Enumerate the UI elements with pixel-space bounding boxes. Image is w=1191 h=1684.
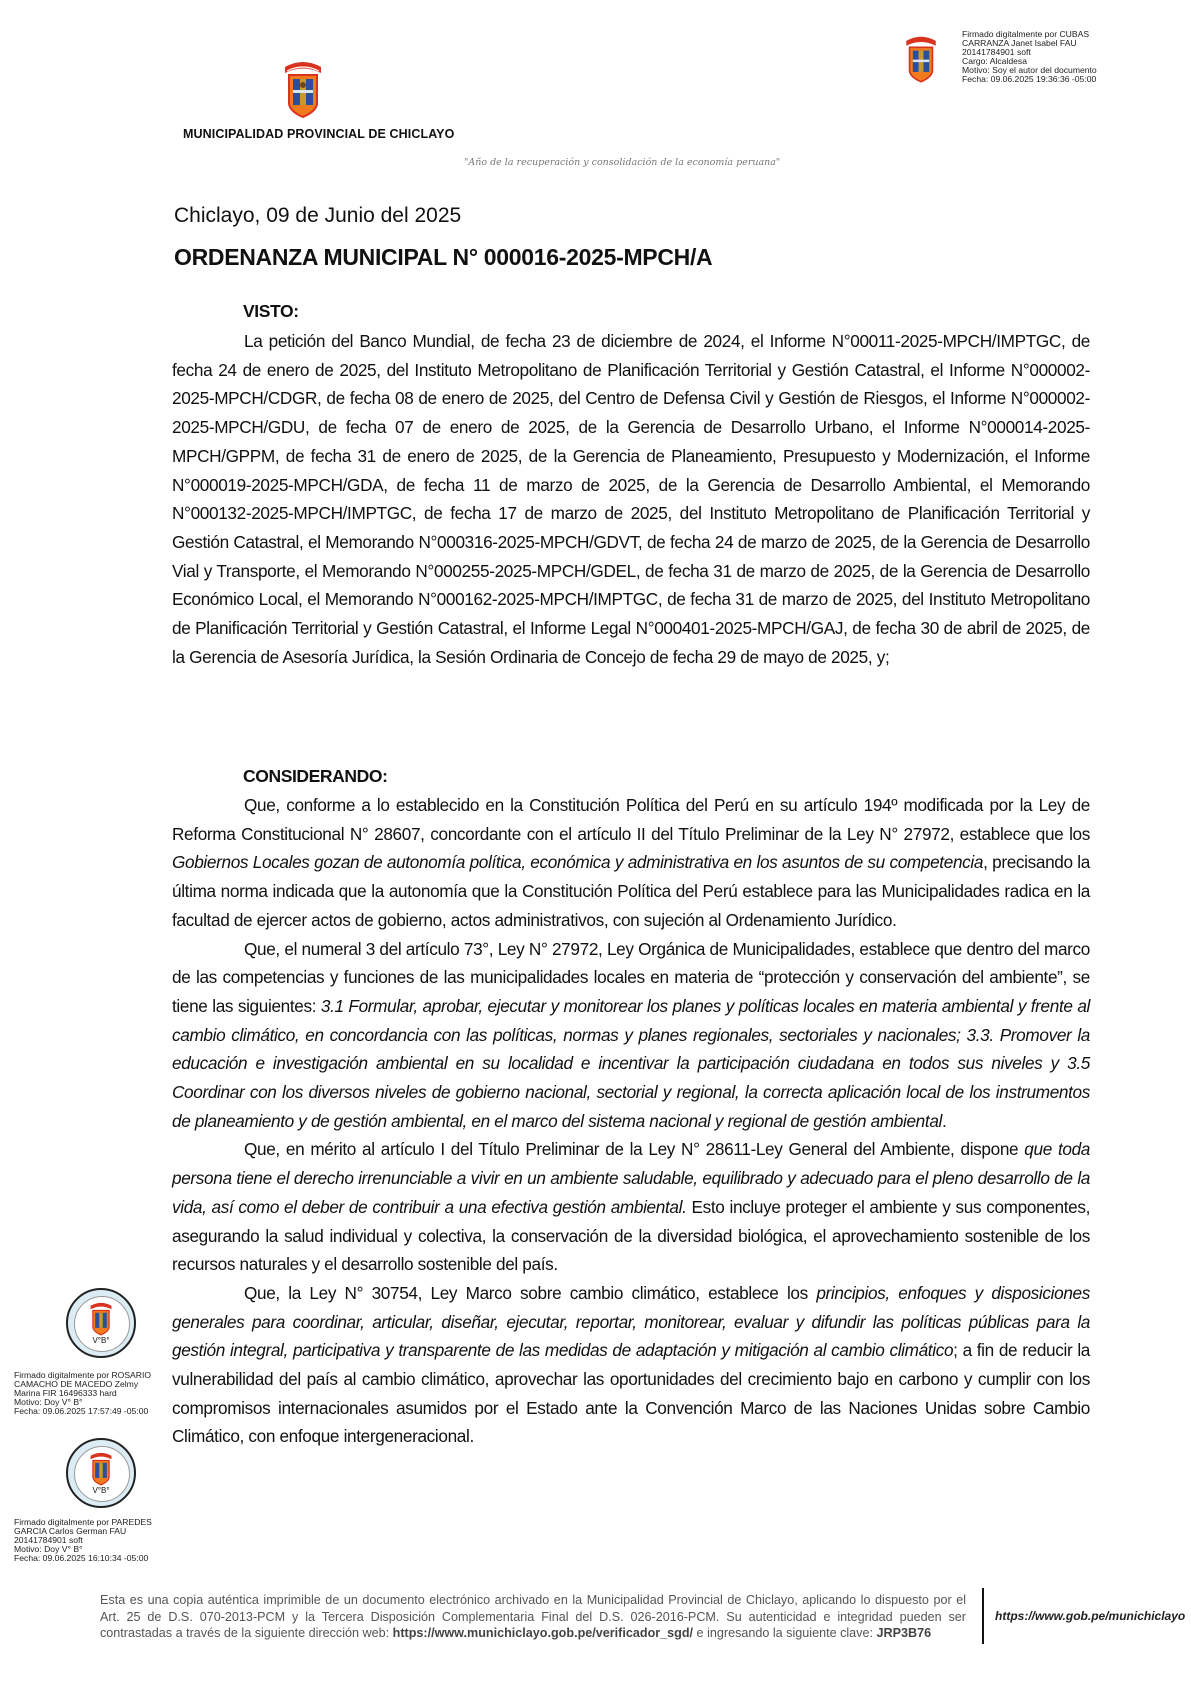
considerando-heading: CONSIDERANDO: <box>243 766 388 786</box>
signature-emblem-icon <box>903 32 939 84</box>
signature-line: CAMACHO DE MACEDO Zelmy <box>14 1379 139 1389</box>
considerando-paragraph-2 <box>172 935 1090 1136</box>
verification-key: JRP3B76 <box>876 1626 932 1640</box>
signature-line: CARRANZA Janet Isabel FAU <box>962 38 1077 48</box>
footer-text: Esta es una copia auténtica imprimible de un documento electrónico archivado en la Municipalidad Provincial de Chiclayo, aplicando lo dispuesto por el Art. 25 de D.S. 070-2013-PCM y la Tercera Disposición Complementaria Final del D.S. 026-2016-PCM. Su autenticidad e integridad pueden ser contrastadas a través de la siguiente dirección web: <box>100 1593 966 1640</box>
signature-line: 20141784901 soft <box>14 1535 83 1545</box>
considerando-paragraph-1 <box>172 791 1090 935</box>
text-run: Que, el numeral 3 del artículo 73°, Ley N° 27972, Ley Orgánica de Municipalidades, establece que dentro del marco de las competencias y funciones de las municipalidades locales en materia de “protección y conservación del ambiente”, se tiene las siguientes: <box>172 938 1090 1016</box>
digital-signature-alcaldesa <box>962 30 1097 84</box>
signature-line: Firmado digitalmente por ROSARIO <box>14 1370 152 1380</box>
vobo-signature-2 <box>0 1438 172 1563</box>
document-title: ORDENANZA MUNICIPAL N° 000016-2025-MPCH/A <box>174 244 713 270</box>
website-link[interactable]: https://www.gob.pe/munichiclayo <box>995 1609 1186 1623</box>
considerando-paragraph-3 <box>172 1135 1090 1279</box>
italic-run: 3.1 Formular, aprobar, ejecutar y monitorear los planes y políticas locales en materia ambiental y frente al cambio climático, en concordancia con las políticas, normas y planes regionales, sectoriales y nacionales; 3.3. Promover la educación e investigación ambiental en su localidad e incentivar la participación ciudadana en todos sus niveles y 3.5 Coordinar con los diversos niveles de gobierno nacional, sectorial y regional, la correcta aplicación local de los instrumentos de planeamiento y de gestión ambiental, en el marco del sistema nacional y regional de gestión ambiental <box>172 995 1090 1131</box>
signature-text <box>14 1371 151 1416</box>
year-motto: "Año de la recuperación y consolidación de la economía peruana" <box>464 157 781 168</box>
verification-link[interactable]: https://www.munichiclayo.gob.pe/verificador_sgd/ <box>392 1626 694 1640</box>
emblem-icon <box>87 1300 115 1336</box>
visto-heading: VISTO: <box>243 301 299 321</box>
text-run: Esto incluye proteger el ambiente y sus componentes, asegurando la salud individual y colectiva, la conservación de la diversidad biológica, el aprovechamiento sostenible de los recursos naturales y el desarrollo sostenible del país. <box>172 1196 1091 1275</box>
emblem-icon <box>87 1450 115 1486</box>
italic-run: Gobiernos Locales gozan de autonomía política, económica y administrativa en los asuntos de su competencia <box>172 852 984 873</box>
signature-line: Firmado digitalmente por CUBAS <box>962 29 1090 39</box>
signature-line: 20141784901 soft <box>962 47 1031 57</box>
document-date: Chiclayo, 09 de Junio del 2025 <box>174 204 462 227</box>
text-run: , precisando la última norma indicada que la autonomía que la Constitución Política del Perú establece para las Municipalidades radica en la facultad de ejercer actos de gobierno, actos administrativos, con sujeción al Ordenamiento Jurídico. <box>172 852 1090 930</box>
text-run: Que, la Ley N° 30754, Ley Marco sobre cambio climático, establece los <box>244 1282 817 1303</box>
signature-line: Fecha: 09.06.2025 16:10:34 -05:00 <box>14 1553 149 1563</box>
italic-run: principios, enfoques y disposiciones generales para coordinar, articular, diseñar, ejecutar, reportar, monitorear, evaluar y difundir las políticas públicas para la gestión integral, participativa y transparente de las medidas de adaptación y mitigación al cambio climático <box>172 1282 1090 1361</box>
authenticity-footer <box>100 1592 966 1642</box>
vobo-label: V°B° <box>92 1336 110 1345</box>
text-run: . <box>942 1110 947 1131</box>
signature-line: Motivo: Doy V° B° <box>14 1544 83 1554</box>
considerando-section <box>172 791 1090 1451</box>
text-run: Que, en mérito al artículo I del Título Preliminar de la Ley N° 28611-Ley General del Ambiente, dispone <box>244 1139 1025 1160</box>
signature-line: Firmado digitalmente por PAREDES <box>14 1517 152 1527</box>
text-run: ; a fin de reducir la vulnerabilidad del país al cambio climático, aprovechar las oportunidades del crecimiento bajo en carbono y cumplir con los compromisos internacionales asumidos por el Estado ante la Convención Marco de las Naciones Unidas sobre Cambio Climático, con enfoque intergeneracional. <box>172 1340 1091 1447</box>
visto-paragraph: La petición del Banco Mundial, de fecha 23 de diciembre de 2024, el Informe N°00011-2025-MPCH/IMPTGC, de fecha 24 de enero de 2025, del Instituto Metropolitano de Planificación Territorial y Gestión Catastral, el Informe N°000002-2025-MPCH/CDGR, de fecha 08 de enero de 2025, del Centro de Defensa Civil y Gestión de Riesgos, el Informe N°000002-2025-MPCH/GDU, de fecha 07 de enero de 2025, de la Gerencia de Desarrollo Urbano, el Informe N°000014-2025-MPCH/GPPM, de fecha 31 de enero de 2025, de la Gerencia de Planeamiento, Presupuesto y Modernización, el Informe N°000019-2025-MPCH/GDA, de fecha 11 de marzo de 2025, de la Gerencia de Desarrollo Ambiental, el Memorando N°000132-2025-MPCH/IMPTGC, de fecha 17 de marzo de 2025, del Instituto Metropolitano de Planificación Territorial y Gestión Catastral, el Memorando N°000316-2025-MPCH/GDVT, de fecha 24 de marzo de 2025, de la Gerencia de Desarrollo Vial y Transporte, el Memorando N°000255-2025-MPCH/GDEL, de fecha 31 de marzo de 2025, de la Gerencia de Desarrollo Económico Local, el Memorando N°000162-2025-MPCH/IMPTGC, de fecha 31 de marzo de 2025, del Instituto Metropolitano de Planificación Territorial y Gestión Catastral, el Informe Legal N°000401-2025-MPCH/GAJ, de fecha 30 de abril de 2025, de la Gerencia de Asesoría Jurídica, la Sesión Ordinaria de Concejo de fecha 29 de mayo de 2025, y; <box>172 331 1090 667</box>
signature-line: Fecha: 09.06.2025 17:57:49 -05:00 <box>14 1406 149 1416</box>
signature-line: Fecha: 09.06.2025 19:36:36 -05:00 <box>962 74 1097 84</box>
footer-divider <box>982 1588 984 1644</box>
organization-name: MUNICIPALIDAD PROVINCIAL DE CHICLAYO <box>183 127 455 141</box>
vobo-label: V°B° <box>92 1486 110 1495</box>
signature-text <box>14 1518 152 1563</box>
vobo-signature-1 <box>0 1288 172 1416</box>
italic-run: que toda persona tiene el derecho irrenunciable a vivir en un ambiente saludable, equilibrado y adecuado para el pleno desarrollo de la vida, así como el deber de contribuir a una efectiva gestión ambiental. <box>172 1139 1090 1217</box>
visto-section <box>172 327 1090 671</box>
vobo-stamp <box>66 1438 136 1508</box>
footer-text: e ingresando la siguiente clave: <box>693 1626 877 1640</box>
signature-line: Motivo: Doy V° B° <box>14 1397 83 1407</box>
text-run: Que, conforme a lo establecido en la Constitución Política del Perú en su artículo 194º modificada por la Ley de Reforma Constitucional N° 28607, concordante con el artículo II del Título Preliminar de la Ley N° 27972, establece que los <box>172 795 1090 844</box>
signature-line: Motivo: Soy el autor del documento <box>962 65 1097 75</box>
signature-line: GARCIA Carlos German FAU <box>14 1526 127 1536</box>
signature-line: Marina FIR 16496333 hard <box>14 1388 117 1398</box>
considerando-paragraph-4 <box>172 1279 1090 1451</box>
vobo-stamp <box>66 1288 136 1358</box>
municipal-emblem-logo <box>281 57 325 119</box>
signature-line: Cargo: Alcaldesa <box>962 56 1027 66</box>
